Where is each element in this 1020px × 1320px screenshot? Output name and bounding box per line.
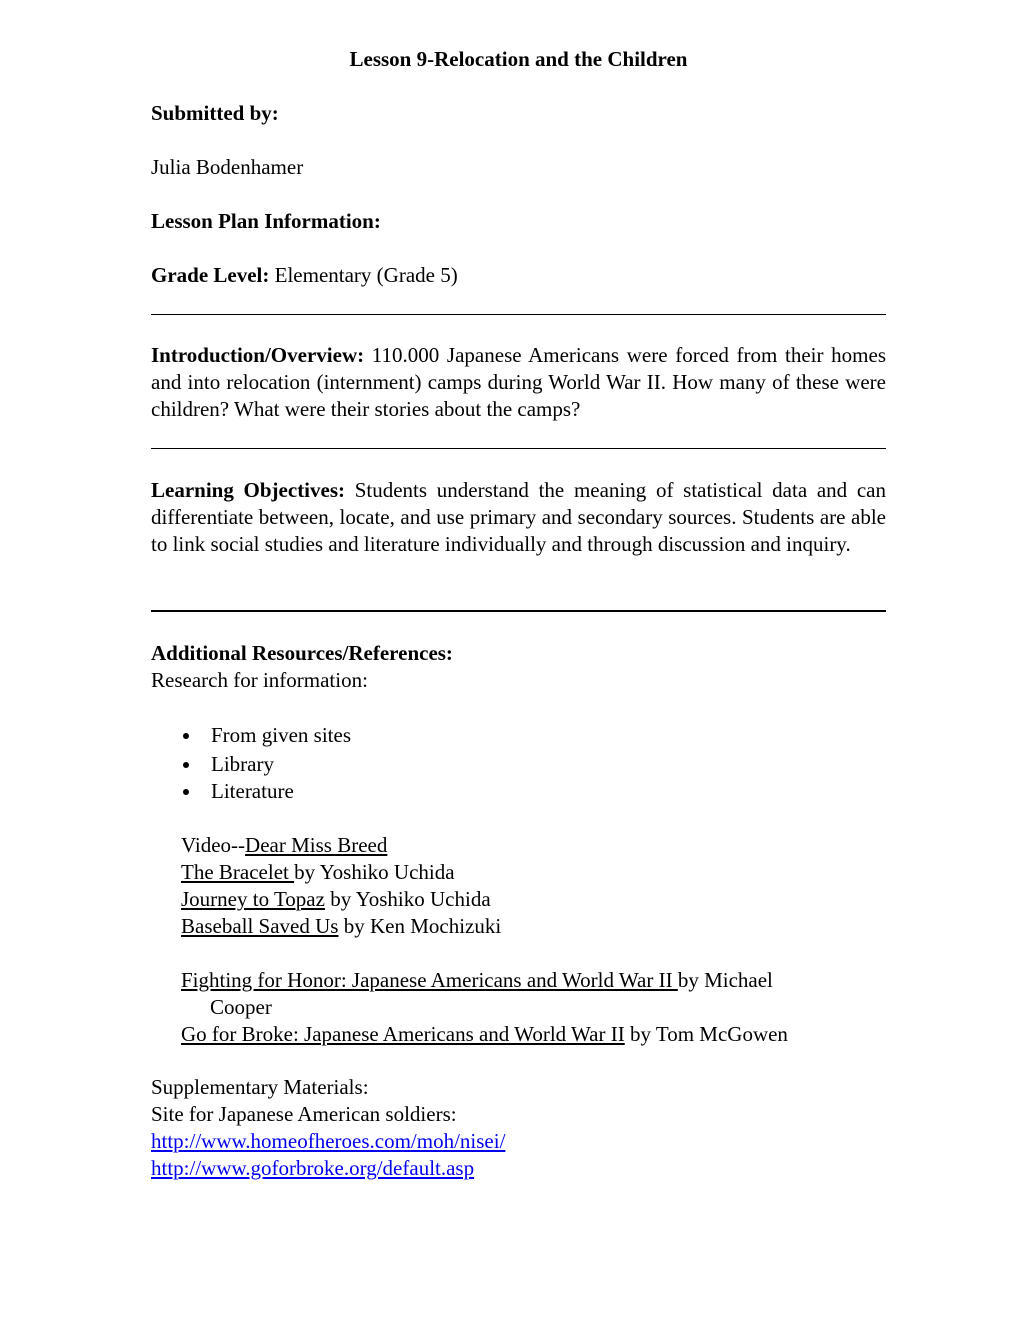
learning-objectives-label: Learning Objectives: (151, 478, 346, 502)
book-reference (181, 886, 491, 913)
video-title: Dear Miss Breed (245, 833, 388, 857)
document-page (151, 0, 886, 1320)
learning-objectives-paragraph (151, 477, 886, 558)
list-item: From given sites (181, 722, 351, 751)
resources-bullet-list (181, 722, 351, 805)
list-item: Literature (181, 778, 351, 805)
book-title: Journey to Topaz (181, 887, 325, 911)
book-author: by Yoshiko Uchida (294, 860, 455, 884)
grade-level (151, 262, 458, 289)
lesson-plan-info-heading: Lesson Plan Information: (151, 209, 381, 233)
grade-level-label: Grade Level: (151, 263, 270, 287)
url-link[interactable]: http://www.goforbroke.org/default.asp (151, 1156, 475, 1180)
book-title: The Bracelet (181, 860, 295, 884)
book-reference (181, 859, 455, 886)
book-author: by Michael (677, 968, 773, 992)
resources-heading: Additional Resources/References: (151, 641, 453, 665)
video-reference (181, 832, 387, 859)
book-reference-fighting-for-honor (181, 967, 773, 994)
video-prefix: Video-- (181, 833, 246, 857)
submitted-by-label: Submitted by: (151, 101, 279, 125)
grade-level-value: Elementary (Grade 5) (269, 263, 458, 287)
book-author-continued: Cooper (210, 995, 272, 1019)
book-author: by Yoshiko Uchida (324, 887, 491, 911)
list-item: Library (181, 751, 351, 778)
book-reference (181, 913, 501, 940)
goforbroke-link[interactable] (151, 1155, 474, 1182)
introduction-label: Introduction/Overview: (151, 343, 365, 367)
book-title: Baseball Saved Us (181, 914, 339, 938)
book-author: by Ken Mochizuki (338, 914, 502, 938)
book-author: by Tom McGowen (624, 1022, 788, 1046)
book-title: Go for Broke: Japanese Americans and World War II (181, 1022, 625, 1046)
divider-3 (151, 610, 886, 612)
introduction-paragraph (151, 342, 886, 423)
divider-2 (151, 448, 886, 449)
homeofheroes-link[interactable] (151, 1128, 505, 1155)
supplementary-heading: Supplementary Materials: (151, 1075, 369, 1099)
book-title: Fighting for Honor: Japanese Americans and World War II (181, 968, 678, 992)
url-link[interactable]: http://www.homeofheroes.com/moh/nisei/ (151, 1129, 506, 1153)
author-name: Julia Bodenhamer (151, 155, 304, 179)
page-title: Lesson 9-Relocation and the Children (349, 47, 688, 71)
learning-objectives-text: Students understand the meaning of statistical data and can differentiate between, locate, and use primary and secondary sources. Students are able to link social studies and literature individually and through discussion and inquiry. (151, 478, 886, 556)
book-reference-go-for-broke (181, 1021, 788, 1048)
introduction-text: 110.000 Japanese Americans were forced from their homes and into relocation (internment) camps during World War II. How many of these were children? What were their stories about the camps? (151, 343, 886, 421)
divider-1 (151, 314, 886, 315)
resources-intro: Research for information: (151, 668, 368, 692)
supplementary-sub-label: Site for Japanese American soldiers: (151, 1102, 457, 1126)
